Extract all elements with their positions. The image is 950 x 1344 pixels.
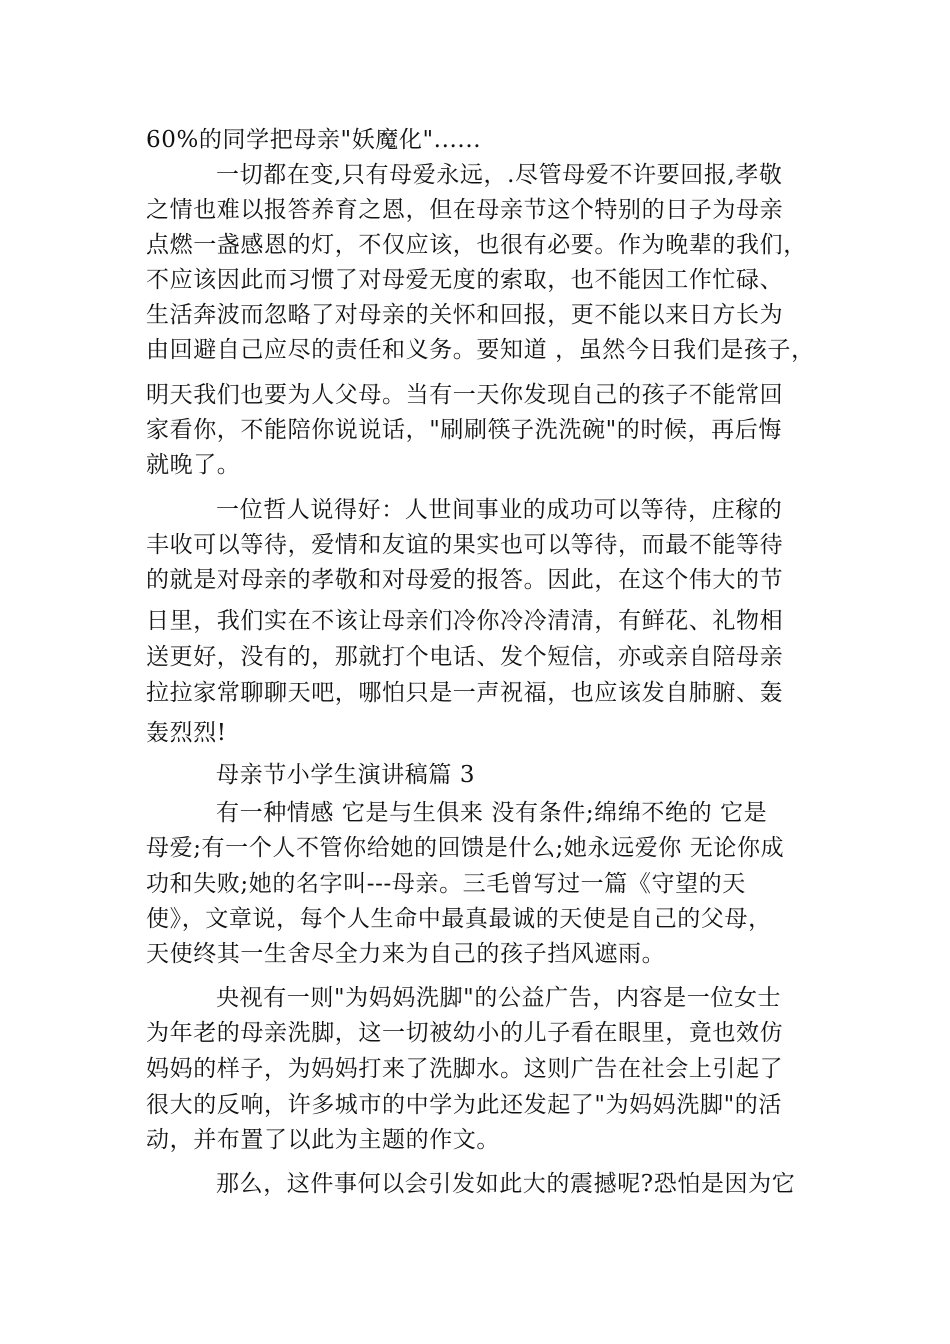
text-line: 丰收可以等待，爱情和友谊的果实也可以等待，而最不能等待 bbox=[146, 532, 784, 558]
text-line: 妈妈的样子，为妈妈打来了洗脚水。这则广告在社会上引起了 bbox=[146, 1056, 784, 1082]
text-line: 生活奔波而忽略了对母亲的关怀和回报，更不能以来日方长为 bbox=[146, 302, 784, 328]
paragraph-start-line: 那么，这件事何以会引发如此大的震撼呢?恐怕是因为它 bbox=[216, 1171, 796, 1197]
text-line: 由回避自己应尽的责任和义务。要知道 ，虽然今日我们是孩子， bbox=[146, 337, 815, 363]
text-line: 功和失败;她的名字叫---母亲。三毛曾写过一篇《守望的天 bbox=[146, 871, 746, 897]
text-line: 母爱;有一个人不管你给她的回馈是什么;她永远爱你 无论你成 bbox=[146, 835, 785, 861]
text-line: 拉拉家常聊聊天吧，哪怕只是一声祝福，也应该发自肺腑、轰 bbox=[146, 680, 784, 706]
text-line: 使》，文章说，每个人生命中最真最诚的天使是自己的父母， bbox=[146, 906, 772, 932]
text-line: 日里，我们实在不该让母亲们冷你冷冷清清，有鲜花、礼物相 bbox=[146, 608, 784, 634]
text-line: 天使终其一生舍尽全力来为自己的孩子挡风遮雨。 bbox=[146, 941, 666, 967]
text-line: 家看你，不能陪你说说话，"刷刷筷子洗洗碗"的时候，再后悔 bbox=[146, 417, 782, 443]
text-line: 轰烈烈! bbox=[146, 720, 227, 746]
text-line: 不应该因此而习惯了对母爱无度的索取，也不能因工作忙碌、 bbox=[146, 267, 784, 293]
text-line: 很大的反响，许多城市的中学为此还发起了"为妈妈洗脚"的活 bbox=[146, 1092, 782, 1118]
text-line: 送更好，没有的，那就打个电话、发个短信，亦或亲自陪母亲 bbox=[146, 644, 784, 670]
paragraph-start-line: 一位哲人说得好：人世间事业的成功可以等待，庄稼的 bbox=[216, 497, 783, 523]
text-line: 为年老的母亲洗脚，这一切被幼小的儿子看在眼里，竟也效仿 bbox=[146, 1020, 784, 1046]
text-line: 之情也难以报答养育之恩，但在母亲节这个特别的日子为母亲 bbox=[146, 197, 784, 223]
text-line: 动，并布置了以此为主题的作文。 bbox=[146, 1127, 500, 1153]
text-line: 就晚了。 bbox=[146, 452, 241, 478]
section-heading: 母亲节小学生演讲稿篇 3 bbox=[216, 762, 476, 788]
paragraph-start-line: 有一种情感 它是与生俱来 没有条件;绵绵不绝的 它是 bbox=[216, 800, 768, 826]
text-line: 的就是对母亲的孝敬和对母爱的报答。因此，在这个伟大的节 bbox=[146, 567, 784, 593]
text-line: 点燃一盏感恩的灯，不仅应该，也很有必要。作为晚辈的我们， bbox=[146, 232, 807, 258]
paragraph-start-line: 央视有一则"为妈妈洗脚"的公益广告，内容是一位女士 bbox=[216, 985, 782, 1011]
text-line: 60%的同学把母亲"妖魔化"...... bbox=[146, 127, 482, 153]
paragraph-start-line: 一切都在变,只有母爱永远，.尽管母爱不许要回报,孝敬 bbox=[216, 162, 783, 188]
text-line: 明天我们也要为人父母。当有一天你发现自己的孩子不能常回 bbox=[146, 382, 784, 408]
